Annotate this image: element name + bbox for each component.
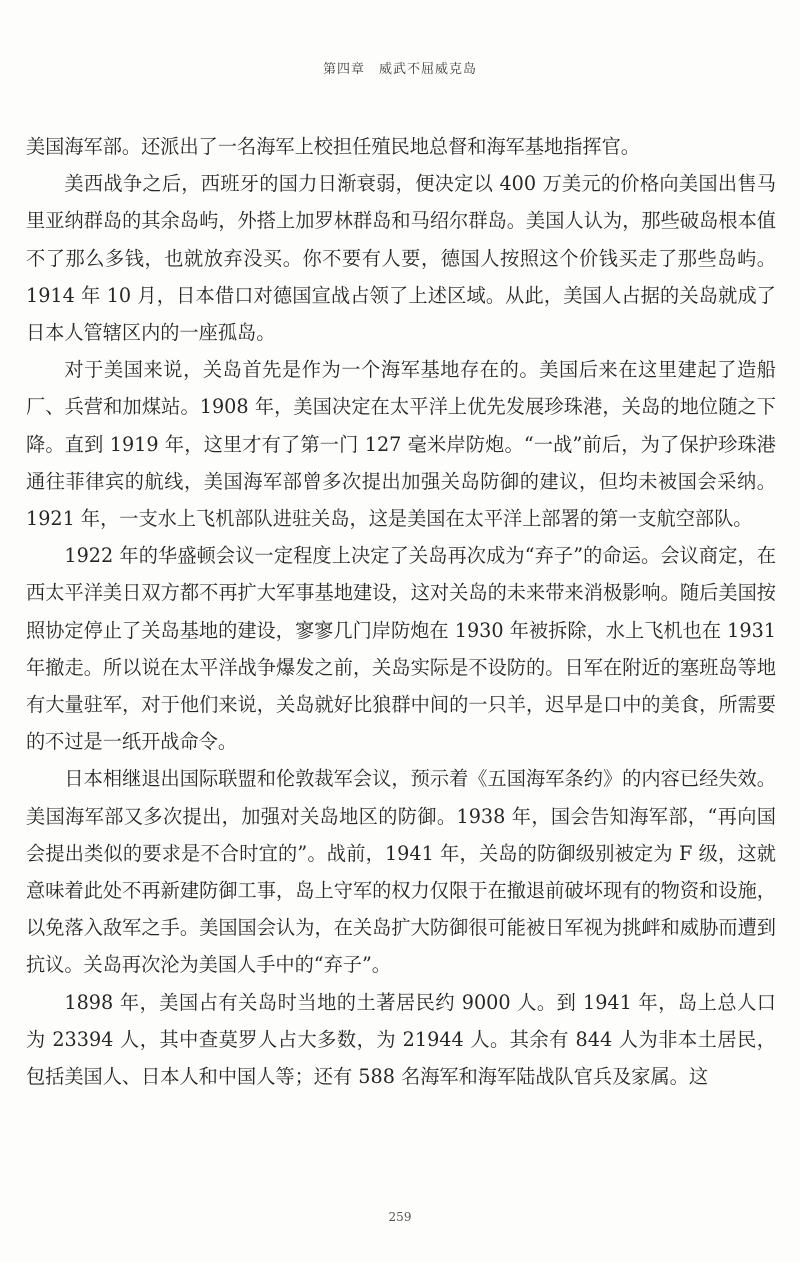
paragraph: 对于美国来说，关岛首先是作为一个海军基地存在的。美国后来在这里建起了造船厂、兵营和加煤站。1908 年，美国决定在太平洋上优先发展珍珠港，关岛的地位随之下降。直到 1919 年，这里才有了第一门 127 毫米岸防炮。“一战”前后，为了保护珍珠港通往菲律宾的航线，美国海军部曾多次提出加强关岛防御的建议，但均未被国会采纳。1921 年，一支水上飞机部队进驻关岛，这是美国在太平洋上部署的第一支航空部队。 (26, 358, 776, 531)
page-number: 259 (388, 1210, 412, 1224)
paragraph: 美国海军部。还派出了一名海军上校担任殖民地总督和海军基地指挥官。 (26, 135, 640, 158)
body-text (26, 128, 776, 1095)
paragraph: 美西战争之后，西班牙的国力日渐衰弱，便决定以 400 万美元的价格向美国出售马里亚纳群岛的其余岛屿，外搭上加罗林群岛和马绍尔群岛。美国人认为，那些破岛根本值不了那么多钱，也就放弃没买。你不要有人要，德国人按照这个价钱买走了那些岛屿。1914 年 10 月，日本借口对德国宣战占领了上述区域。从此，美国人占据的关岛就成了日本人管辖区内的一座孤岛。 (26, 172, 776, 345)
chapter-title: 威武不屈威克岛 (379, 62, 478, 77)
paragraph: 日本相继退出国际联盟和伦敦裁军会议，预示着《五国海军条约》的内容已经失效。美国海军部又多次提出，加强对关岛地区的防御。1938 年，国会告知海军部，“再向国会提出类似的要求是不合时宜的”。战前，1941 年，关岛的防御级别被定为 F 级，这就意味着此处不再新建防御工事，岛上守军的权力仅限于在撤退前破坏现有的物资和设施，以免落入敌军之手。美国国会认为，在关岛扩大防御很可能被日军视为挑衅和威胁而遭到抗议。关岛再次沦为美国人手中的“弃子”。 (26, 767, 776, 977)
running-header (0, 58, 800, 77)
paragraph: 1922 年的华盛顿会议一定程度上决定了关岛再次成为“弃子”的命运。会议商定，在西太平洋美日双方都不再扩大军事基地建设，这对关岛的未来带来消极影响。随后美国按照协定停止了关岛基地的建设，寥寥几门岸防炮在 1930 年被拆除，水上飞机也在 1931 年撤走。所以说在太平洋战争爆发之前，关岛实际是不设防的。日军在附近的塞班岛等地有大量驻军，对于他们来说，关岛就好比狼群中间的一只羊，迟早是口中的美食，所需要的不过是一纸开战命令。 (26, 544, 776, 754)
chapter-number: 第四章 (322, 62, 365, 77)
paragraph: 1898 年，美国占有关岛时当地的土著居民约 9000 人。到 1941 年，岛上总人口为 23394 人，其中查莫罗人占大多数，为 21944 人。其余有 844 人为非本土居民，包括美国人、日本人和中国人等；还有 588 名海军和海军陆战队官兵及家属。这 (26, 990, 776, 1089)
